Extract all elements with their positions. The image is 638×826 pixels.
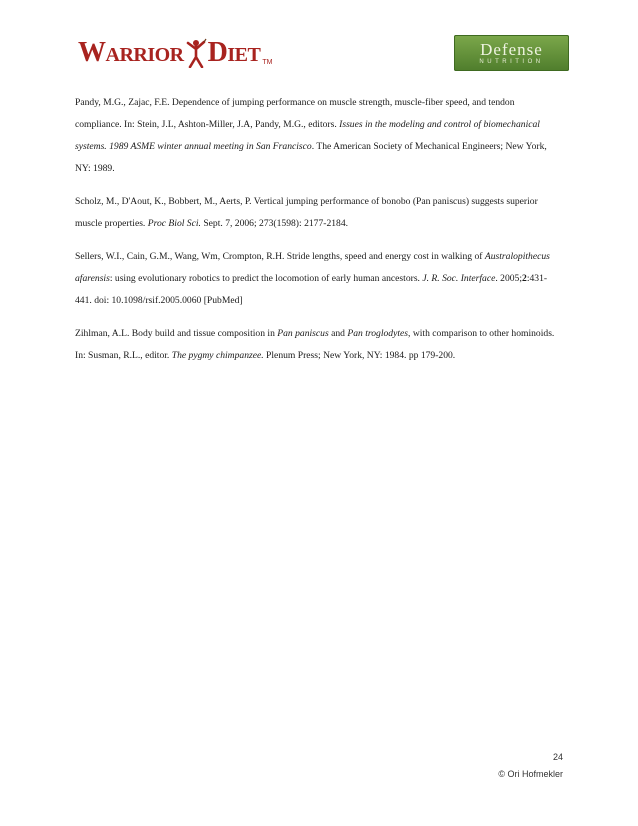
reference-text-run: 2: [522, 273, 527, 284]
logo-sub-nutrition: NUTRITION: [479, 58, 544, 65]
reference-text-run: The pygmy chimpanzee.: [171, 350, 264, 361]
reference-text-run: Scholz, M., D'Aout, K., Bobbert, M., Aerts, P. Vertical jumping performance of bonobo (Pan paniscus) suggests superior muscle properties.: [75, 196, 538, 229]
reference-text-run: Australopithecus afarensis: [75, 251, 550, 284]
logo-trademark: TM: [262, 59, 273, 66]
reference-entry: [75, 92, 563, 180]
warrior-figure-icon: [185, 38, 207, 68]
reference-text-run: Pandy, M.G., Zajac, F.E. Dependence of jumping performance on muscle strength, muscle-fiber speed, and tendon compliance. In: Stein, J.L, Ashton-Miller, J.A, Pandy, M.G., editors.: [75, 97, 515, 130]
reference-entry: [75, 246, 563, 312]
reference-text-run: Plenum Press; New York, NY: 1984. pp 179-200.: [263, 350, 456, 361]
reference-entry: [75, 323, 563, 367]
reference-text-run: . 2005;: [495, 273, 523, 284]
logo-brand-defense: Defense: [480, 39, 543, 59]
reference-text-run: Pan troglodytes: [347, 328, 409, 339]
reference-entry: [75, 191, 563, 235]
reference-text-run: Sept. 7, 2006; 273(1598): 2177-2184.: [200, 218, 349, 229]
reference-text-run: and: [328, 328, 348, 339]
reference-text-run: J. R. Soc. Interface: [422, 273, 496, 284]
reference-text-run: , with comparison to other hominoids. In: Susman, R.L., editor.: [75, 328, 555, 361]
logo-word-diet: Diet: [207, 37, 261, 68]
references-list: [75, 92, 563, 378]
logo-word-warrior: Warrior: [78, 37, 184, 68]
page-number: 24: [552, 752, 563, 762]
reference-text-run: Sellers, W.I., Cain, G.M., Wang, Wm, Crompton, R.H. Stride lengths, speed and energy cost in walking of: [75, 251, 485, 262]
reference-text-run: . The American Society of Mechanical Engineers; New York, NY: 1989.: [75, 141, 547, 174]
copyright-notice: © Ori Hofmekler: [498, 769, 563, 779]
page-header: [0, 30, 638, 78]
reference-text-run: :431-441. doi: 10.1098/rsif.2005.0060 [PubMed]: [75, 273, 548, 306]
page-footer: [498, 749, 563, 783]
reference-text-run: Issues in the modeling and control of biomechanical systems. 1989 ASME winter annual meeting in San Francisco: [75, 119, 540, 152]
reference-text-run: : using evolutionary robotics to predict the locomotion of early human ancestors.: [109, 273, 423, 284]
defense-nutrition-logo: [454, 35, 569, 71]
reference-text-run: Zihlman, A.L. Body build and tissue composition in: [75, 328, 278, 339]
warrior-diet-logo: [78, 36, 272, 70]
reference-text-run: Proc Biol Sci.: [147, 218, 201, 229]
reference-text-run: Pan paniscus: [277, 328, 329, 339]
